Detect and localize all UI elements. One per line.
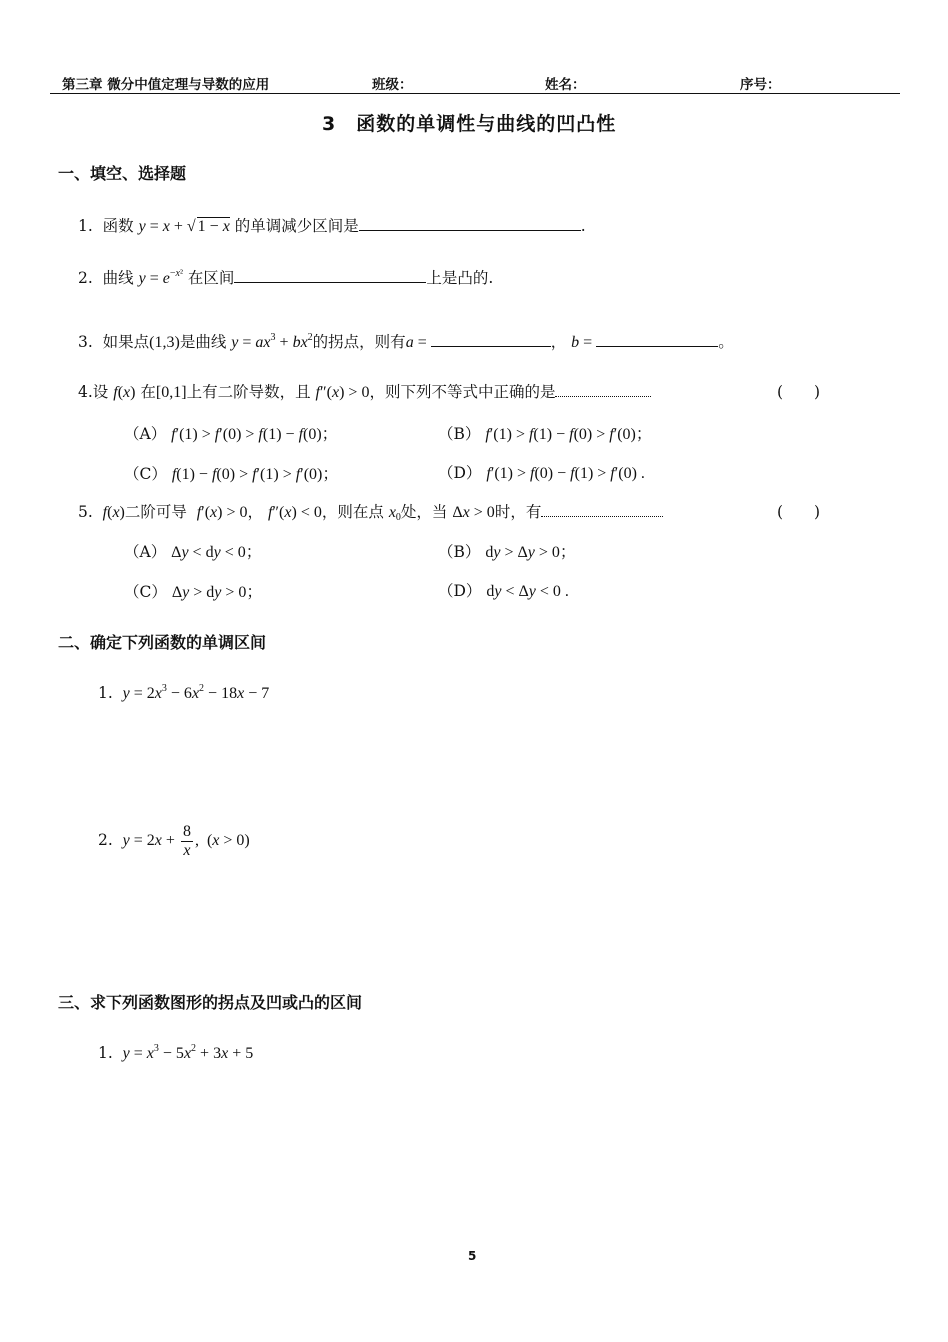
- question-text: 是曲线: [179, 333, 227, 351]
- question-number: 3.: [78, 333, 93, 351]
- section-heading: 三、求下列函数图形的拐点及凹或凸的区间: [58, 993, 363, 1012]
- question-number: 4.: [78, 383, 93, 401]
- formula: dy < Δy < 0 .: [486, 583, 569, 600]
- formula: f(x): [113, 384, 136, 401]
- formula: f′(x) > 0: [196, 504, 248, 521]
- formula: Δx > 0: [452, 504, 495, 521]
- header-name-label: 姓名：: [545, 77, 586, 93]
- answer-blank[interactable]: [234, 268, 426, 283]
- formula: f(x): [102, 504, 125, 521]
- answer-dots: [541, 502, 663, 517]
- question-number: 5.: [78, 503, 93, 521]
- option-b[interactable]: [438, 539, 576, 562]
- question-text: 函数: [102, 217, 134, 235]
- question-5: 5. f(x)二阶可导 f′(x) > 0， f″(x) < 0，则在点 $x_0$处，当 Δx > 0时，有: [78, 500, 663, 523]
- question-text: ，则下列不等式中正确的是: [369, 383, 556, 401]
- page-title: 3 函数的单调性与曲线的凹凸性: [322, 113, 617, 135]
- question-text: 的单调减少区间是: [234, 217, 359, 235]
- question-text: 上是凸的.: [426, 269, 494, 287]
- formula: f″(x) < 0: [267, 504, 322, 521]
- question-4: [78, 380, 651, 402]
- formula: $y = 2x^3 - 6x^2 - 18x - 7$: [122, 683, 270, 702]
- option-a[interactable]: [124, 539, 262, 562]
- question-number: 1.: [98, 684, 113, 702]
- question-text: 如果点: [102, 333, 150, 351]
- question-number: 2.: [98, 831, 113, 850]
- problem-item: [98, 683, 269, 703]
- header-chapter: 第三章 微分中值定理与导数的应用: [62, 77, 270, 93]
- formula: b: [571, 334, 580, 351]
- option-d[interactable]: [438, 461, 645, 483]
- option-c[interactable]: [124, 461, 338, 484]
- answer-blank-b[interactable]: [596, 332, 718, 347]
- answer-paren[interactable]: ( ): [777, 383, 821, 401]
- formula: f″(x) > 0: [315, 384, 370, 401]
- option-label: （A）: [124, 543, 167, 561]
- option-label: （D）: [438, 464, 482, 482]
- answer-blank[interactable]: [359, 216, 581, 231]
- option-label: （D）: [438, 582, 482, 600]
- option-label: （C）: [124, 465, 167, 483]
- formula: $y = e^{-x^2}$: [138, 268, 183, 287]
- question-text: .: [580, 217, 586, 235]
- option-label: （B）: [438, 543, 481, 561]
- problem-item: [98, 823, 250, 860]
- formula: [0,1]: [155, 384, 187, 401]
- formula: $y = ax^3 + bx^2$: [231, 332, 313, 351]
- formula: f′(1) > f(0) − f(1) > f′(0) .: [486, 465, 645, 482]
- section-heading: 二、确定下列函数的单调区间: [58, 633, 267, 652]
- answer-paren[interactable]: ( ): [777, 503, 821, 521]
- question-text: ，则在点: [321, 503, 384, 521]
- option-c[interactable]: [124, 579, 262, 602]
- header-seq-label: 序号：: [740, 77, 781, 93]
- formula: dy > Δy > 0；: [485, 544, 576, 561]
- question-text: 处，当: [400, 503, 448, 521]
- section-heading: 一、填空、选择题: [58, 164, 187, 183]
- question-text: 二阶可导: [124, 503, 187, 521]
- formula: f(1) − f(0) > f′(1) > f′(0)；: [171, 466, 339, 483]
- formula: Δy > dy > 0；: [171, 584, 263, 601]
- option-label: （A）: [124, 425, 167, 443]
- formula: f′(1) > f′(0) > f(1) − f(0)；: [171, 426, 338, 443]
- formula: f′(1) > f(1) − f(0) > f′(0)；: [485, 426, 652, 443]
- question-text: 时，有: [494, 503, 542, 521]
- question-3: 3. 如果点(1,3)是曲线 $y = ax^3 + bx^2$的拐点，则有a = ， b = 。: [78, 332, 734, 351]
- formula: y = x + √ 1 − x: [138, 218, 230, 235]
- question-text: 设: [92, 383, 109, 401]
- question-text: ，: [550, 333, 567, 351]
- formula: $x_0$: [388, 504, 401, 523]
- option-b[interactable]: [438, 421, 652, 444]
- question-text: 在: [140, 383, 156, 401]
- option-d[interactable]: [438, 579, 569, 601]
- answer-dots: [555, 382, 651, 397]
- page-number: 5: [468, 1249, 477, 1263]
- question-2: [78, 266, 493, 288]
- option-label: （B）: [438, 425, 481, 443]
- header-rule: [50, 93, 900, 94]
- option-a[interactable]: [124, 421, 338, 444]
- question-text: 上有二阶导数，且: [186, 383, 311, 401]
- formula: Δy < dy < 0；: [171, 544, 262, 561]
- problem-item: [98, 1043, 253, 1063]
- question-text: 的拐点，则有: [312, 333, 406, 351]
- question-number: 1.: [78, 217, 93, 235]
- formula: a: [405, 334, 414, 351]
- question-1: [78, 214, 586, 236]
- question-number: 2.: [78, 269, 93, 287]
- question-text: 在区间: [187, 269, 235, 287]
- formula: (1,3): [149, 334, 180, 351]
- formula: $y = x^3 - 5x^2 + 3x + 5$: [122, 1043, 254, 1062]
- formula: y = 2x + $\frac{8}{x}$ , (x > 0): [122, 823, 250, 859]
- question-text: 。: [718, 333, 734, 351]
- header-class-label: 班级：: [372, 77, 413, 93]
- question-number: 1.: [98, 1044, 113, 1062]
- answer-blank-a[interactable]: [431, 332, 551, 347]
- question-text: 曲线: [102, 269, 134, 287]
- option-label: （C）: [124, 583, 167, 601]
